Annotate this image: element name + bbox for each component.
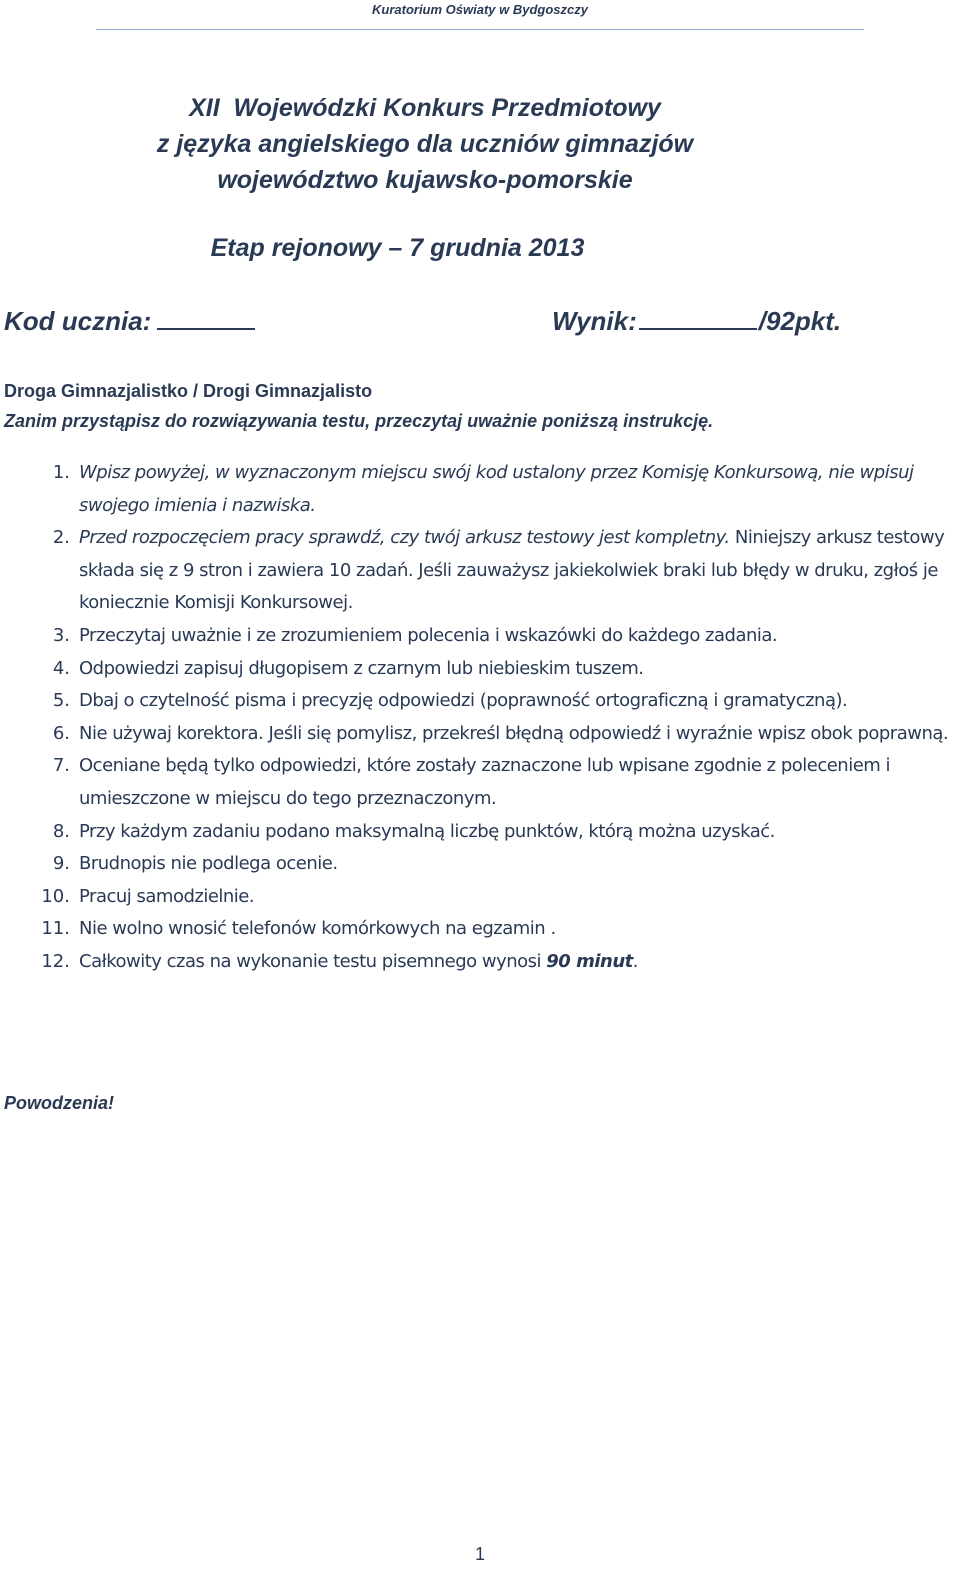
instruction-text: Przy każdym zadaniu podano maksymalną liczbę punktów, którą można uzyskać.: [79, 820, 775, 842]
instruction-number: 11.: [41, 918, 70, 940]
instruction-emphasis: 90 minut: [546, 950, 633, 972]
instruction-text: Nie wolno wnosić telefonów komórkowych na egzamin .: [79, 918, 556, 940]
instruction-item: [0, 457, 960, 522]
instruction-item: [0, 881, 960, 914]
instruction-item: [0, 653, 960, 686]
score-max: /92pkt.: [758, 306, 842, 336]
instruction-text: Odpowiedzi zapisuj długopisem z czarnym lub niebieskim tuszem.: [79, 657, 644, 679]
student-code-label: Kod ucznia:: [4, 306, 152, 336]
instruction-item: [0, 522, 960, 620]
title-line-3: województwo kujawsko-pomorskie: [217, 166, 633, 194]
instruction-number: 1.: [52, 462, 70, 483]
instruction-item: [0, 848, 960, 881]
instruction-number: 3.: [52, 624, 70, 646]
instruction-item: [0, 685, 960, 718]
exam-stage-date: Etap rejonowy – 7 grudnia 2013: [210, 234, 585, 262]
instruction-text: Całkowity czas na wykonanie testu pisemnego wynosi: [79, 950, 547, 972]
instruction-text: Jeśli się pomylisz, przekreśl błędną odpowiedź i wyraźnie wpisz obok poprawną.: [263, 722, 949, 744]
instruction-number: 4.: [52, 657, 70, 679]
instruction-text: Jeśli zauważysz jakiekolwiek braki lub błędy w druku, zgłoś je koniecznie Komisji Konkursowej.: [79, 559, 938, 614]
student-code-field: [4, 306, 255, 337]
instruction-number: 12.: [41, 950, 70, 972]
title-line-2: z języka angielskiego dla uczniów gimnazjów: [156, 130, 694, 158]
student-code-blank: [157, 306, 255, 330]
instruction-number: 2.: [52, 527, 70, 549]
instruction-text: Pracuj samodzielnie.: [79, 885, 255, 907]
instruction-item: [0, 946, 960, 979]
instruction-text: .: [632, 950, 638, 972]
document-title: [0, 90, 850, 198]
instruction-number: 8.: [52, 820, 70, 842]
instruction-number: 7.: [52, 755, 70, 777]
closing-text: Powodzenia!: [4, 1093, 115, 1113]
title-line-1: XII Wojewódzki Konkurs Przedmiotowy: [189, 94, 661, 122]
instruction-text: Przeczytaj uważnie i ze zrozumieniem polecenia i wskazówki do każdego zadania.: [79, 624, 778, 646]
instruction-number: 6.: [52, 722, 70, 744]
greeting: Droga Gimnazjalistko / Drogi Gimnazjalisto: [4, 381, 373, 401]
instruction-text: Niniejszy arkusz testowy składa się z 9 stron i zawiera 10 zadań.: [79, 527, 945, 581]
instruction-text: Oceniane będą tylko odpowiedzi, które zostały zaznaczone lub wpisane zgodnie z poleceniem i umieszczone w miejscu do tego przeznaczonym.: [79, 755, 891, 809]
instruction-item: [0, 620, 960, 653]
instruction-item: [0, 718, 960, 751]
page-number: 1: [474, 1544, 485, 1564]
instruction-item: [0, 913, 960, 946]
header-rule: [96, 29, 864, 30]
running-header: Kuratorium Oświaty w Bydgoszczy: [372, 2, 588, 17]
instruction-item: [0, 750, 960, 815]
instruction-text: Dbaj o czytelność pisma i precyzję odpowiedzi (poprawność ortograficzną i gramatyczną).: [79, 690, 848, 712]
instruction-item: [0, 816, 960, 849]
instruction-text: Przed rozpoczęciem pracy sprawdź, czy twój arkusz testowy jest kompletny.: [79, 527, 730, 549]
score-field: [552, 306, 841, 337]
instruction-text: Nie używaj korektora.: [79, 722, 264, 744]
instruction-number: 9.: [52, 853, 70, 875]
instructions-list: [0, 457, 960, 979]
instruction-text: Wpisz powyżej, w wyznaczonym miejscu swój kod ustalony przez Komisję Konkursową, nie wpisuj swojego imienia i nazwiska.: [79, 462, 914, 516]
instruction-number: 10.: [41, 885, 70, 907]
score-label: Wynik:: [552, 306, 637, 336]
intro-text: Zanim przystąpisz do rozwiązywania testu, przeczytaj uważnie poniższą instrukcję.: [4, 411, 714, 431]
instruction-number: 5.: [52, 690, 70, 712]
instruction-text: Brudnopis nie podlega ocenie.: [79, 853, 338, 875]
score-blank: [639, 306, 757, 330]
